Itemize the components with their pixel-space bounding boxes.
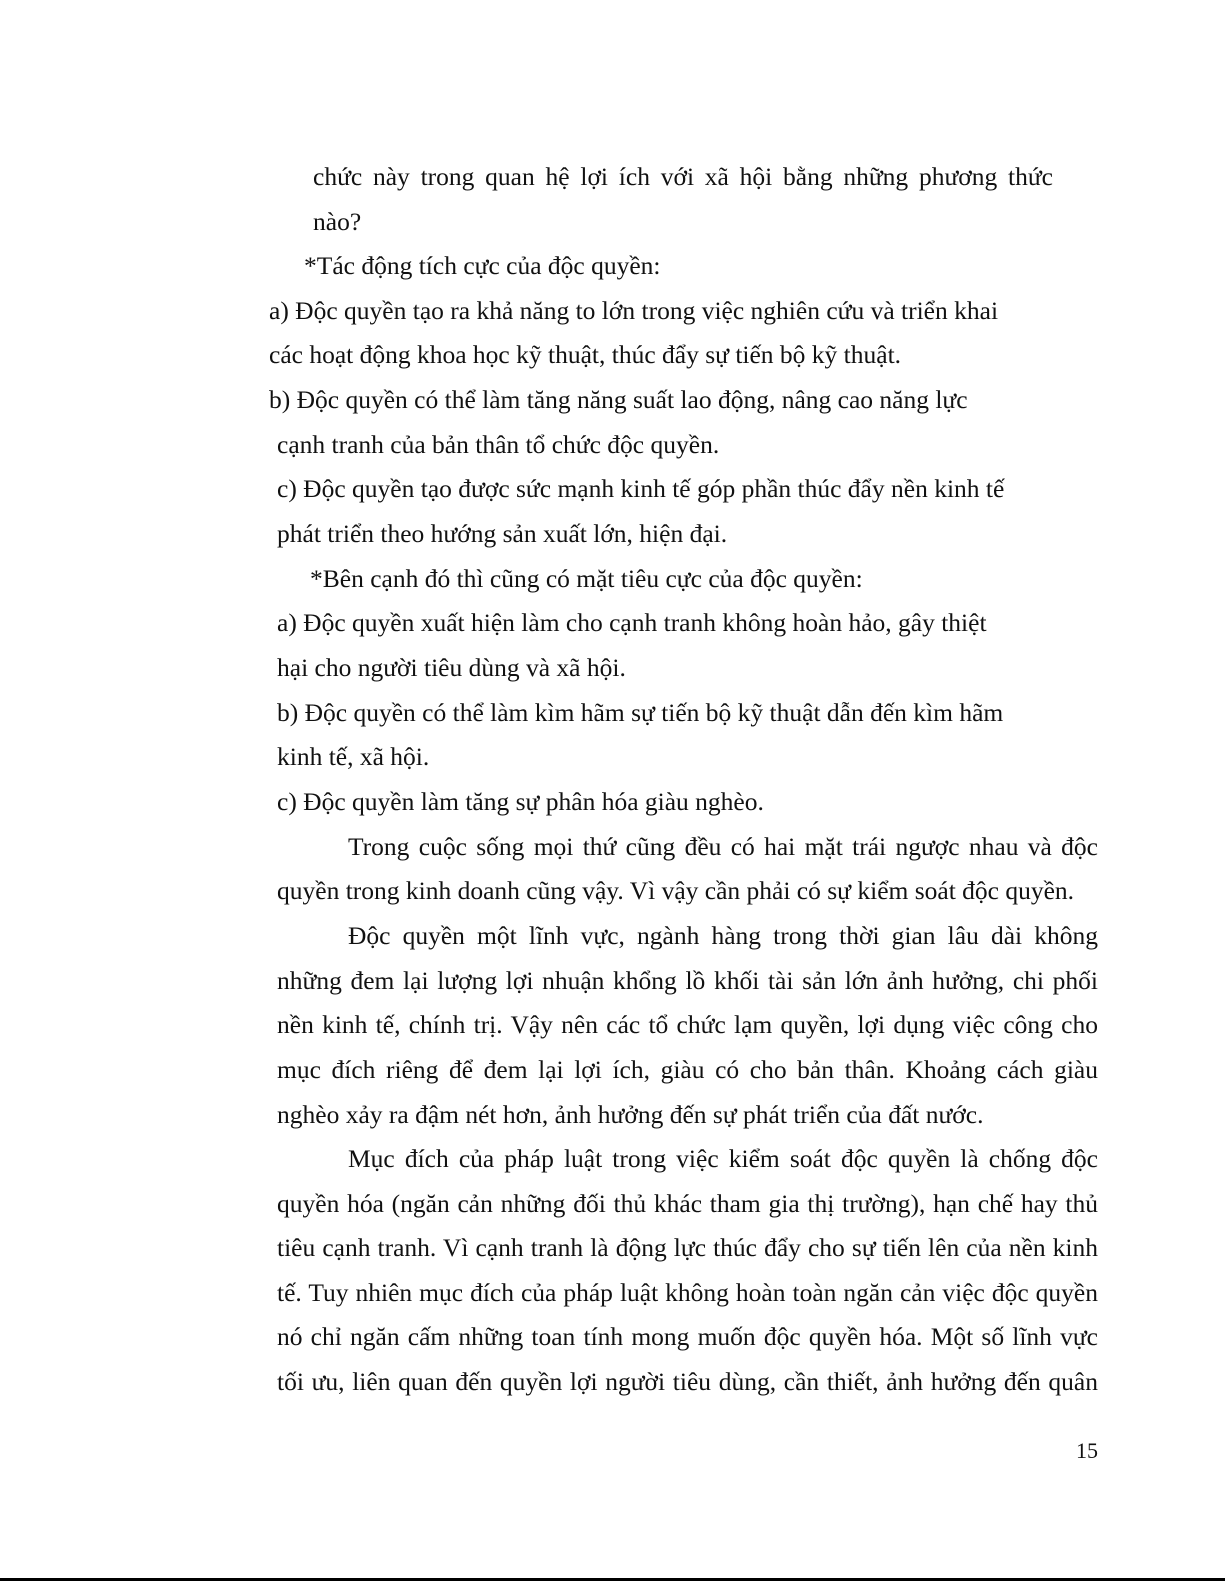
text-line: tối ưu, liên quan đến quyền lợi người tiêu dùng, cần thiết, ảnh hưởng đến quân: [277, 1367, 1098, 1396]
page-number: 15: [1076, 1438, 1098, 1463]
text-line: c) Độc quyền tạo được sức mạnh kinh tế góp phần thúc đẩy nền kinh tế: [277, 474, 1005, 503]
text-line: b) Độc quyền có thể làm tăng năng suất lao động, nâng cao năng lực: [269, 385, 968, 414]
bottom-divider: [0, 1578, 1225, 1581]
text-line: Mục đích của pháp luật trong việc kiểm soát độc quyền là chống độc: [348, 1144, 1098, 1173]
text-line: cạnh tranh của bản thân tổ chức độc quyền.: [277, 430, 720, 459]
text-line: c) Độc quyền làm tăng sự phân hóa giàu nghèo.: [277, 787, 764, 816]
text-line: Độc quyền một lĩnh vực, ngành hàng trong thời gian lâu dài không: [348, 921, 1098, 950]
text-line: a) Độc quyền xuất hiện làm cho cạnh tranh không hoàn hảo, gây thiệt: [277, 608, 987, 637]
text-line: phát triển theo hướng sản xuất lớn, hiện đại.: [277, 519, 728, 548]
text-line: kinh tế, xã hội.: [277, 742, 430, 771]
text-line: b) Độc quyền có thể làm kìm hãm sự tiến bộ kỹ thuật dẫn đến kìm hãm: [277, 698, 1004, 727]
text-line: nào?: [313, 207, 362, 236]
text-line: mục đích riêng để đem lại lợi ích, giàu có cho bản thân. Khoảng cách giàu: [277, 1055, 1098, 1084]
text-line: *Bên cạnh đó thì cũng có mặt tiêu cực của độc quyền:: [310, 564, 863, 593]
text-line: những đem lại lượng lợi nhuận khổng lồ khối tài sản lớn ảnh hưởng, chi phối: [277, 966, 1098, 995]
text-line: quyền trong kinh doanh cũng vậy. Vì vậy cần phải có sự kiểm soát độc quyền.: [277, 876, 1075, 905]
text-line: các hoạt động khoa học kỹ thuật, thúc đẩy sự tiến bộ kỹ thuật.: [269, 340, 902, 369]
text-line: *Tác động tích cực của độc quyền:: [304, 251, 661, 280]
text-line: nền kinh tế, chính trị. Vậy nên các tổ chức lạm quyền, lợi dụng việc công cho: [277, 1010, 1098, 1039]
text-line: tế. Tuy nhiên mục đích của pháp luật không hoàn toàn ngăn cản việc độc quyền: [277, 1278, 1098, 1307]
text-line: tiêu cạnh tranh. Vì cạnh tranh là động lực thúc đẩy cho sự tiến lên của nền kinh: [277, 1233, 1098, 1262]
text-line: a) Độc quyền tạo ra khả năng to lớn trong việc nghiên cứu và triển khai: [269, 296, 999, 325]
text-line: nó chỉ ngăn cấm những toan tính mong muốn độc quyền hóa. Một số lĩnh vực: [277, 1322, 1098, 1351]
text-line: quyền hóa (ngăn cản những đối thủ khác tham gia thị trường), hạn chế hay thủ: [277, 1189, 1098, 1218]
text-line: hại cho người tiêu dùng và xã hội.: [277, 653, 626, 682]
text-line: nghèo xảy ra đậm nét hơn, ảnh hưởng đến sự phát triển của đất nước.: [277, 1100, 984, 1129]
text-line: Trong cuộc sống mọi thứ cũng đều có hai mặt trái ngược nhau và độc: [348, 832, 1098, 861]
text-line: chức này trong quan hệ lợi ích với xã hội bằng những phương thức: [313, 162, 1053, 191]
